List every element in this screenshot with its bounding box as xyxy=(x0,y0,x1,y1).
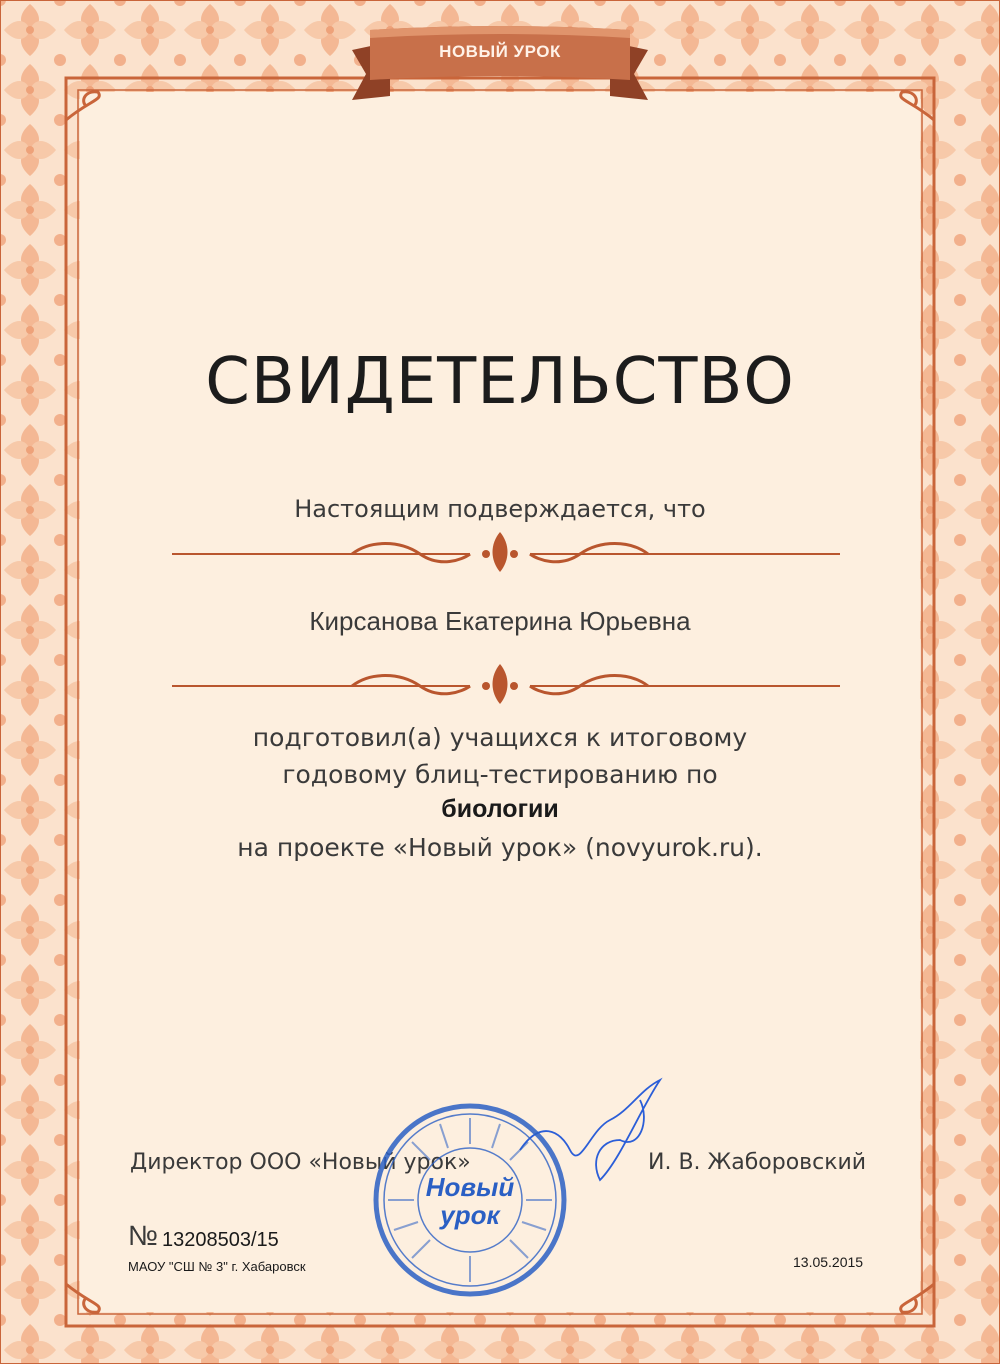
certificate-title: СВИДЕТЕЛЬСТВО xyxy=(205,345,795,419)
signer-name: И. В. Жаборовский xyxy=(648,1150,867,1175)
stamp-logo-line1: Новый xyxy=(425,1172,515,1202)
ribbon-label: НОВЫЙ УРОК xyxy=(439,42,561,61)
intro-text: Настоящим подверждается, что xyxy=(294,495,706,523)
number-sign: № xyxy=(128,1220,159,1251)
subject-name: биологии xyxy=(441,795,559,823)
recipient-name: Кирсанова Екатерина Юрьевна xyxy=(309,606,691,636)
body-line-2: годовому блиц-тестированию по xyxy=(282,760,718,789)
body-line-3: на проекте «Новый урок» (novyurok.ru). xyxy=(237,833,763,862)
stamp-logo-line2: урок xyxy=(440,1200,500,1230)
issue-date: 13.05.2015 xyxy=(793,1254,864,1270)
school-name: МАОУ "СШ № 3" г. Хабаровск xyxy=(128,1259,306,1274)
official-stamp xyxy=(370,1100,570,1300)
certificate-number: 13208503/15 xyxy=(162,1229,279,1251)
director-title: Директор ООО «Новый урок» xyxy=(130,1150,471,1175)
body-line-1: подготовил(а) учащихся к итоговому xyxy=(252,723,748,752)
